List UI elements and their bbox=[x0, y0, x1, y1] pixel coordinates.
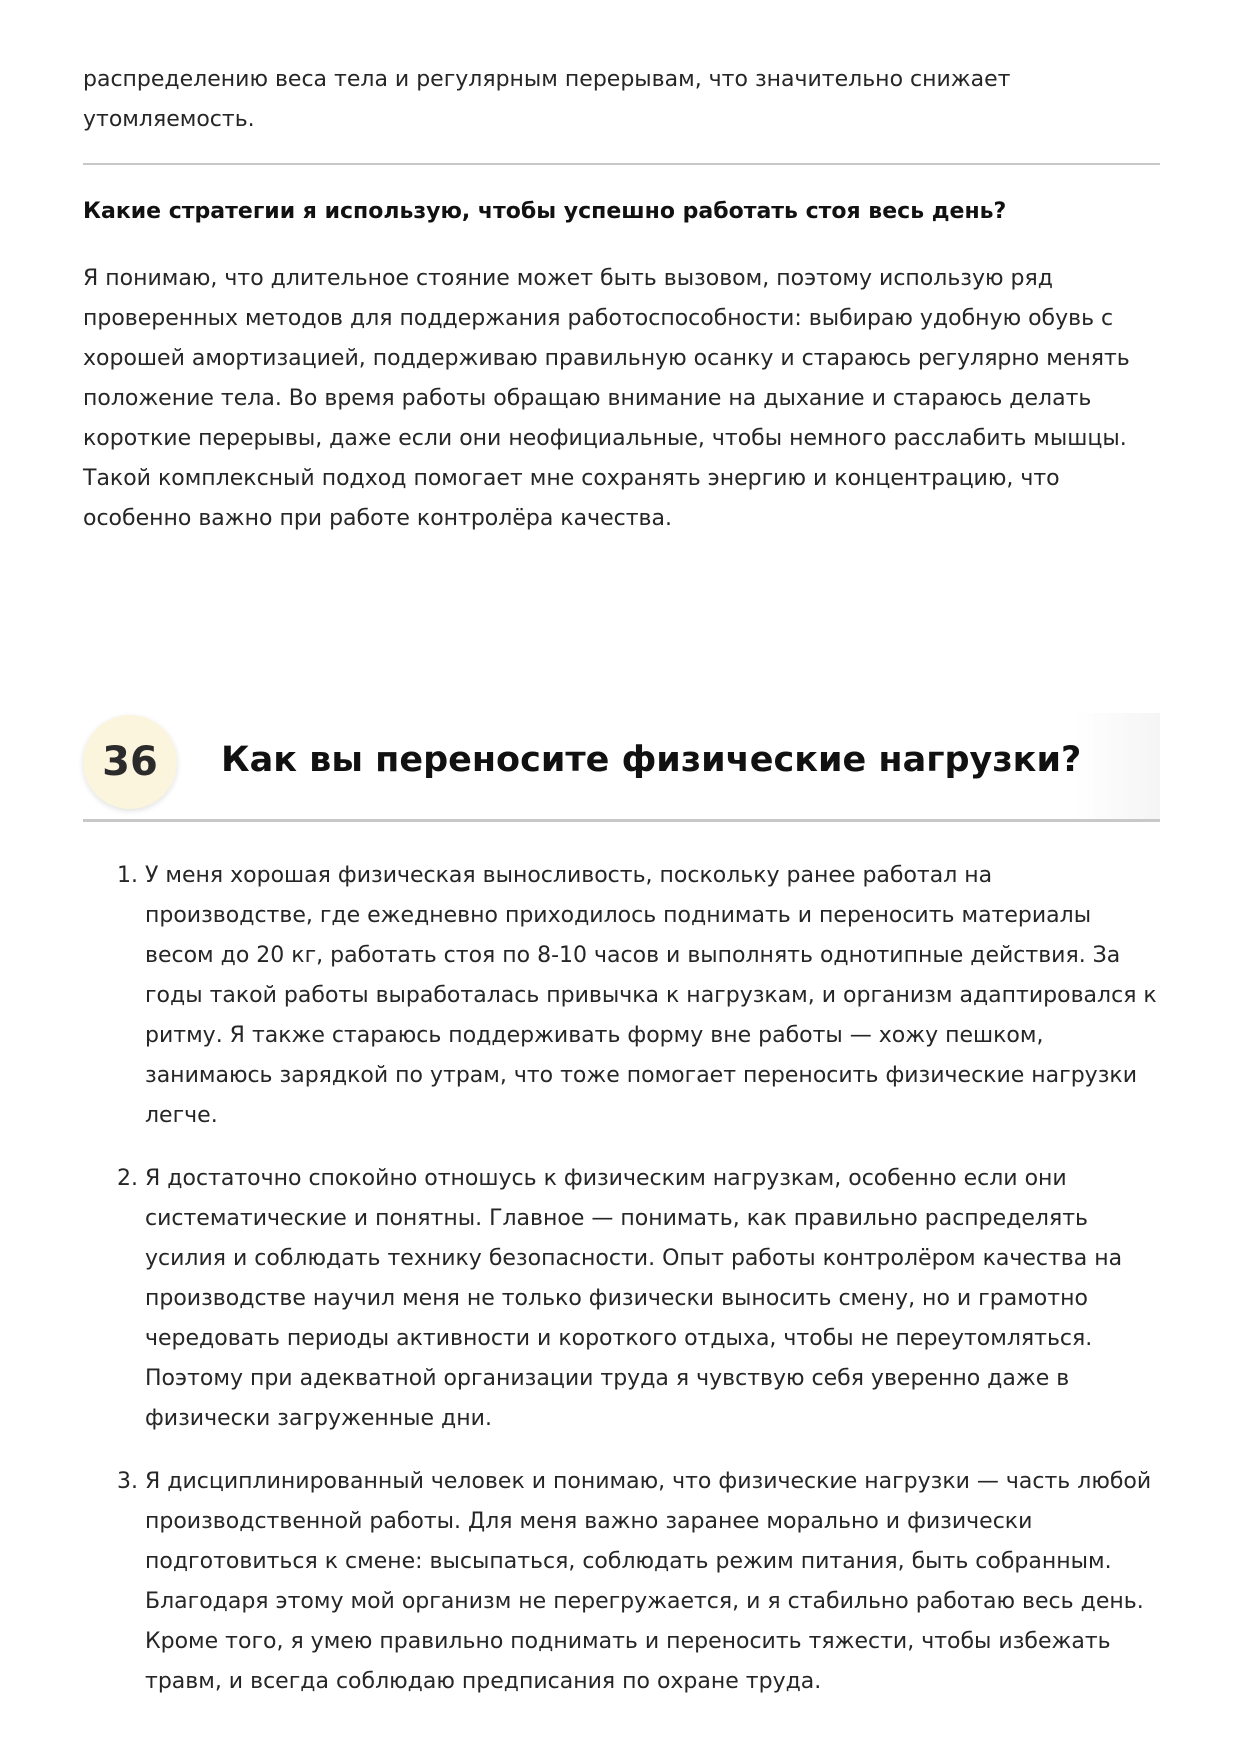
answer-item bbox=[83, 856, 1160, 1136]
answer-number: 3. bbox=[117, 1469, 138, 1494]
sub-question-answer: Я понимаю, что длительное стояние может быть вызовом, поэтому использую ряд проверенных методов для поддержания работоспособности: выбираю удобную обувь с хорошей амортизацией, поддерживаю правильную осанку и стараюсь регулярно менять положение тела. Во время работы обращаю внимание на дыхание и стараюсь делать короткие перерывы, даже если они неофициальные, чтобы немного расслабить мышцы. Такой комплексный подход помогает мне сохранять энергию и концентрацию, что особенно важно при работе контролёра качества. bbox=[83, 266, 1130, 531]
section-divider bbox=[83, 163, 1160, 165]
answer-text: Я достаточно спокойно отношусь к физическим нагрузкам, особенно если они систематические и понятны. Главное — понимать, как правильно распределять усилия и соблюдать технику безопасности. Опыт работы контролёром качества на производстве научил меня не только физически выносить смену, но и грамотно чередовать периоды активности и короткого отдыха, чтобы не переутомляться. Поэтому при адекватной организации труда я чувствую себя уверенно даже в физически загруженные дни. bbox=[145, 1166, 1123, 1431]
answer-text: У меня хорошая физическая выносливость, поскольку ранее работал на производстве, где ежедневно приходилось поднимать и переносить материалы весом до 20 кг, работать стоя по 8-10 часов и выполнять однотипные действия. За годы такой работы выработалась привычка к нагрузкам, и организм адаптировался к ритму. Я также стараюсь поддерживать форму вне работы — хожу пешком, занимаюсь зарядкой по утрам, что тоже помогает переносить физические нагрузки легче. bbox=[145, 863, 1157, 1128]
answer-item bbox=[83, 1159, 1160, 1439]
answer-number: 2. bbox=[117, 1166, 138, 1191]
answer-item bbox=[83, 1462, 1160, 1702]
question-title: Как вы переносите физические нагрузки? bbox=[221, 740, 1082, 780]
answer-number: 1. bbox=[117, 863, 138, 888]
intro-paragraph: распределению веса тела и регулярным перерывам, что значительно снижает утомляемость. bbox=[83, 67, 1011, 132]
sub-question-heading: Какие стратегии я использую, чтобы успешно работать стоя весь день? bbox=[83, 199, 1007, 224]
answer-text: Я дисциплинированный человек и понимаю, что физические нагрузки — часть любой производственной работы. Для меня важно заранее морально и физически подготовиться к смене: высыпаться, соблюдать режим питания, быть собранным. Благодаря этому мой организм не перегружается, и я стабильно работаю весь день. Кроме того, я умею правильно поднимать и переносить тяжести, чтобы избежать травм, и всегда соблюдаю предписания по охране труда. bbox=[145, 1469, 1152, 1694]
question-header bbox=[83, 713, 1160, 822]
answer-list bbox=[83, 856, 1160, 1702]
question-number-badge: 36 bbox=[83, 715, 177, 809]
